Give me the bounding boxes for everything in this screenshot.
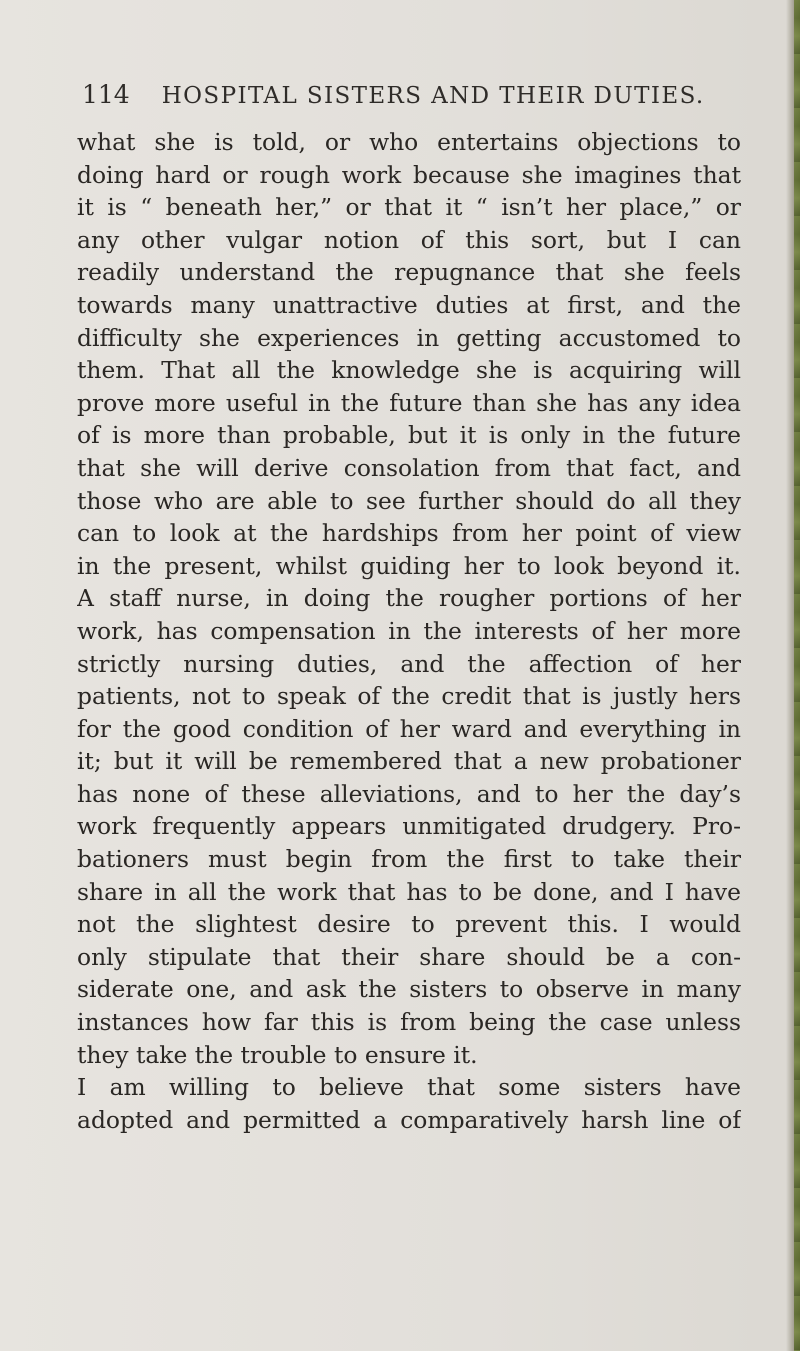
text-line: not the slightest desire to prevent this. I would — [77, 910, 741, 939]
text-line: work, has compensation in the interests of her more — [77, 616, 741, 645]
text-line: bationers must begin from the first to take their — [77, 845, 741, 874]
running-head: HOSPITAL SISTERS AND THEIR DUTIES. — [161, 83, 705, 109]
text-line: siderate one, and ask the sisters to observe in many — [77, 975, 741, 1004]
text-line: of is more than probable, but it is only in the future — [77, 421, 741, 450]
text-line: share in all the work that has to be done, and I have — [77, 877, 741, 906]
text-line: work frequently appears unmitigated drudgery. Pro- — [77, 812, 741, 841]
text-line: I am willing to believe that some sisters have — [77, 1073, 741, 1102]
text-line: adopted and permitted a comparatively harsh line of — [77, 1105, 741, 1134]
text-line: what she is told, or who entertains objections to — [77, 128, 741, 156]
text-line: it is “ beneath her,” or that it “ isn’t her place,” or — [77, 193, 741, 222]
text-line: for the good condition of her ward and everything in — [77, 714, 741, 743]
text-line: in the present, whilst guiding her to look beyond it. — [77, 551, 741, 580]
text-line: difficulty she experiences in getting accustomed to — [77, 323, 741, 352]
page-header — [82, 80, 705, 120]
text-line: prove more useful in the future than she has any idea — [77, 388, 741, 417]
text-line: readily understand the repugnance that she feels — [77, 258, 741, 287]
text-line: patients, not to speak of the credit that is justly hers — [77, 682, 741, 711]
text-line: those who are able to see further should do all they — [77, 486, 741, 515]
text-line: it; but it will be remembered that a new probationer — [77, 747, 741, 776]
text-line: only stipulate that their share should be a con- — [77, 942, 741, 971]
text-line: that she will derive consolation from that fact, and — [77, 453, 741, 482]
text-line: they take the trouble to ensure it. — [77, 1040, 478, 1069]
text-line: doing hard or rough work because she imagines that — [77, 160, 741, 189]
text-line: any other vulgar notion of this sort, but I can — [77, 225, 741, 254]
text-line: instances how far this is from being the case unless — [77, 1008, 741, 1037]
text-line: them. That all the knowledge she is acquiring will — [77, 356, 741, 385]
body-text — [77, 126, 741, 1136]
page-number: 114 — [82, 80, 130, 109]
text-line: can to look at the hardships from her point of view — [77, 519, 741, 548]
text-line: towards many unattractive duties at first, and the — [77, 290, 741, 319]
text-line: strictly nursing duties, and the affection of her — [77, 649, 741, 678]
book-cover-edge — [794, 0, 800, 1351]
text-line: A staff nurse, in doing the rougher portions of her — [77, 584, 741, 613]
text-line: has none of these alleviations, and to her the day’s — [77, 779, 741, 808]
